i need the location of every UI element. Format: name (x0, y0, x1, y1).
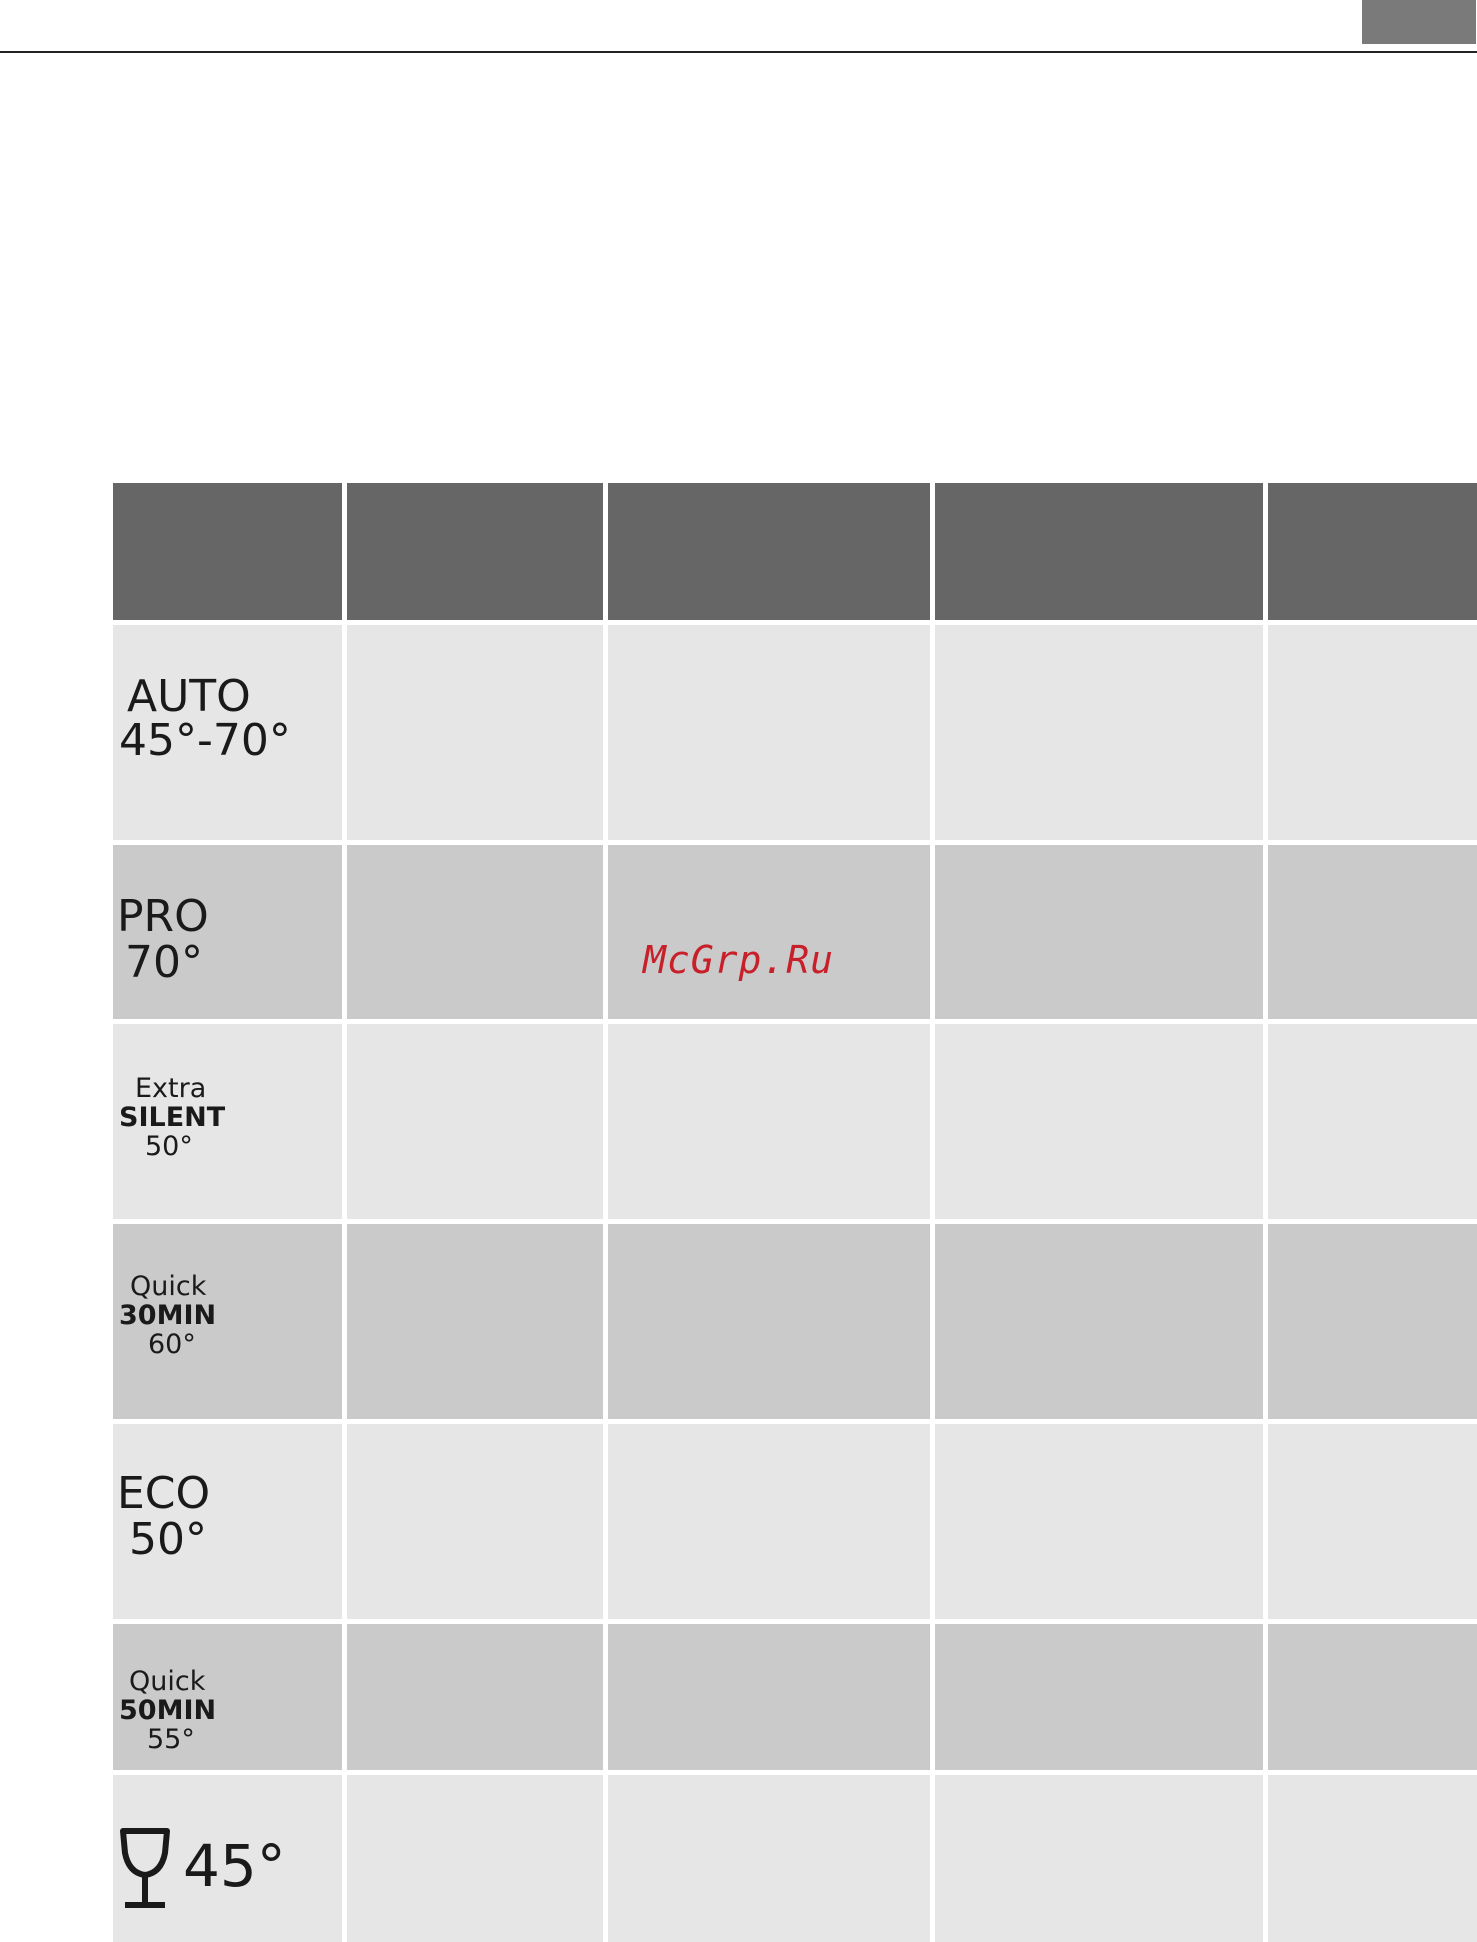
program-label-quick-30min (113, 1224, 342, 1419)
program-prefix: Extra (135, 1073, 207, 1104)
table-cell (608, 625, 930, 840)
table-header-cell (1268, 483, 1477, 620)
program-name: SILENT (119, 1102, 226, 1133)
program-temperature: 55° (147, 1724, 195, 1755)
program-label-eco (113, 1424, 342, 1619)
table-cell (1268, 1775, 1477, 1942)
table-cell (347, 1775, 603, 1942)
program-label-glass (113, 1775, 342, 1942)
program-temperature: 70° (125, 937, 203, 988)
table-cell (608, 1424, 930, 1619)
table-cell (608, 1224, 930, 1419)
wine-glass-icon (119, 1827, 171, 1909)
program-label-pro (113, 845, 342, 1019)
program-table (113, 483, 1477, 1942)
table-cell (1268, 1424, 1477, 1619)
program-label-extra-silent (113, 1024, 342, 1219)
table-cell (608, 1624, 930, 1770)
table-cell (1268, 1224, 1477, 1419)
program-prefix: Quick (130, 1271, 207, 1302)
table-header-cell (113, 483, 342, 620)
table-cell (347, 1024, 603, 1219)
program-label-auto (113, 625, 342, 840)
header-rule (0, 51, 1477, 53)
table-header-cell (608, 483, 930, 620)
table-cell (347, 1224, 603, 1419)
program-label-quick-50min (113, 1624, 342, 1770)
program-temperature: 60° (148, 1329, 196, 1360)
program-name: 50MIN (119, 1695, 217, 1726)
table-cell (935, 1624, 1263, 1770)
table-cell (608, 1024, 930, 1219)
table-cell (1268, 625, 1477, 840)
page-number-tab (1362, 0, 1476, 44)
table-cell (935, 845, 1263, 1019)
program-temperature: 45°-70° (119, 715, 291, 766)
table-cell (935, 1224, 1263, 1419)
program-name: ECO (117, 1468, 211, 1519)
table-cell (935, 1775, 1263, 1942)
program-temperature: 50° (129, 1514, 207, 1565)
table-cell (347, 1424, 603, 1619)
table-cell (935, 1024, 1263, 1219)
table-header-cell (347, 483, 603, 620)
table-cell (347, 845, 603, 1019)
program-name: PRO (117, 891, 209, 942)
program-prefix: Quick (129, 1666, 206, 1697)
table-cell (1268, 845, 1477, 1019)
table-cell (1268, 1624, 1477, 1770)
program-name: AUTO (127, 671, 251, 722)
table-header-cell (935, 483, 1263, 620)
program-temperature: 45° (183, 1832, 286, 1900)
table-cell (935, 625, 1263, 840)
table-cell (347, 1624, 603, 1770)
table-cell (347, 625, 603, 840)
watermark-text: McGrp.Ru (643, 938, 835, 982)
program-name: 30MIN (119, 1300, 217, 1331)
table-cell (608, 845, 930, 1019)
table-cell (935, 1424, 1263, 1619)
table-cell (1268, 1024, 1477, 1219)
program-temperature: 50° (145, 1131, 193, 1162)
table-cell (608, 1775, 930, 1942)
